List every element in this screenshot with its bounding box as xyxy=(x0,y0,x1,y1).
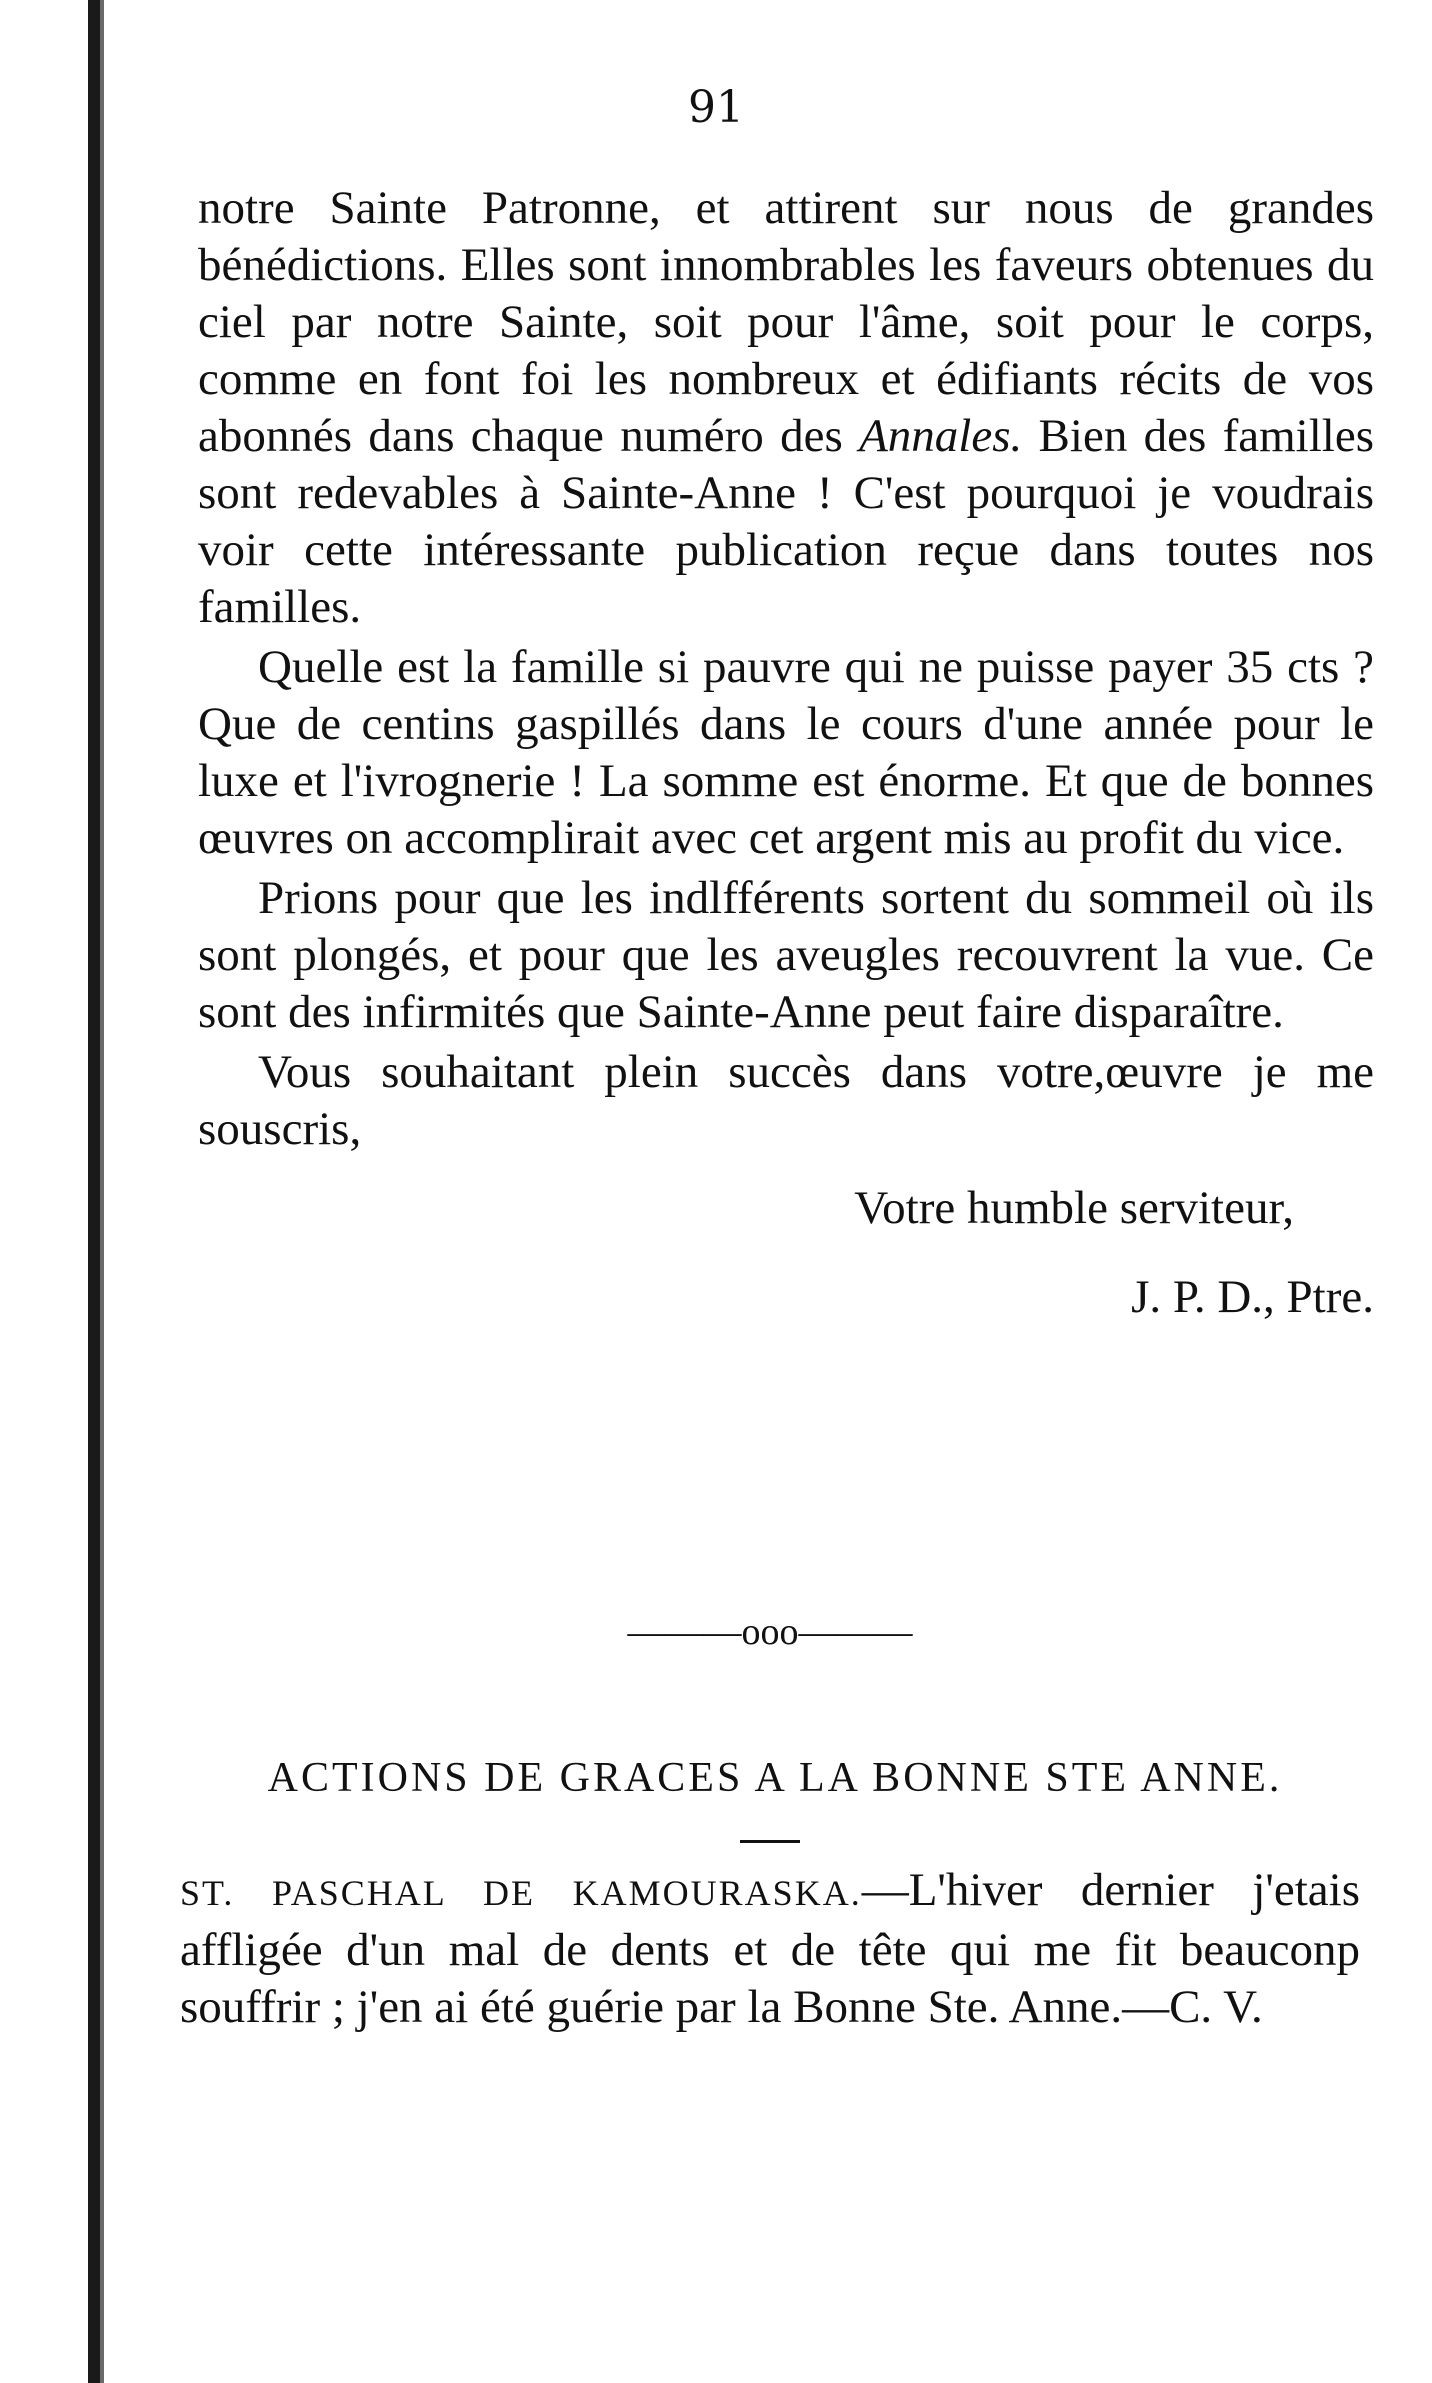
paragraph-4: Vous souhaitant plein succès dans votre,œuvre je me souscris, xyxy=(198,1046,1374,1155)
paragraph-1 xyxy=(198,180,1374,636)
place-name: ST. PASCHAL DE KAMOURASKA. xyxy=(180,1873,862,1913)
paragraph-1-start: notre Sainte Patronne, et attirent sur nous de grandes bénédictions. Elles sont innombrables les faveurs obtenues du ciel par notre Sainte, soit pour l'âme, soit pour le corps, comme en font foi les nombreux et édifiants récits de vos abonnés dans chaque numéro des xyxy=(198,182,1374,462)
paragraph-1-end: Bien des familles sont redevables à Sainte-Anne ! C'est pourquoi je voudrais voir cette intéressante publication reçue dans toutes nos familles. xyxy=(198,410,1374,633)
entry-text: —L'hiver dernier j'etais affligée d'un mal de dents et de tête qui me fit beauconp souffrir ; j'en ai été guérie par la Bonne Ste. Anne.—C. V. xyxy=(180,1864,1360,2033)
annales-italic: Annales. xyxy=(859,410,1023,462)
paragraph-2: Quelle est la famille si pauvre qui ne puisse payer 35 cts ? Que de centins gaspillés dans le cours d'une année pour le luxe et l'ivrognerie ! La somme est énorme. Et que de bonnes œuvres on accomplirait avec cet argent mis au profit du vice. xyxy=(198,641,1374,864)
page-number: 91 xyxy=(688,82,744,133)
title-underline-rule xyxy=(740,1840,800,1843)
letter-signature: J. P. D., Ptre. xyxy=(1131,1271,1374,1323)
section-title: ACTIONS DE GRACES A LA BONNE STE ANNE. xyxy=(267,1755,1283,1801)
section-divider: ———ooo——— xyxy=(627,1611,913,1653)
paragraph-3: Prions pour que les indlfférents sortent du sommeil où ils sont plongés, et pour que les aveugles recouvrent la vue. Ce sont des infirmités que Sainte-Anne peut faire disparaître. xyxy=(198,872,1374,1038)
letter-closing: Votre humble serviteur, xyxy=(854,1182,1294,1234)
section-entry xyxy=(180,1862,1360,2036)
book-spine-shadow xyxy=(88,0,100,2383)
letter-body xyxy=(198,180,1374,1329)
book-spine-edge xyxy=(100,0,104,2383)
